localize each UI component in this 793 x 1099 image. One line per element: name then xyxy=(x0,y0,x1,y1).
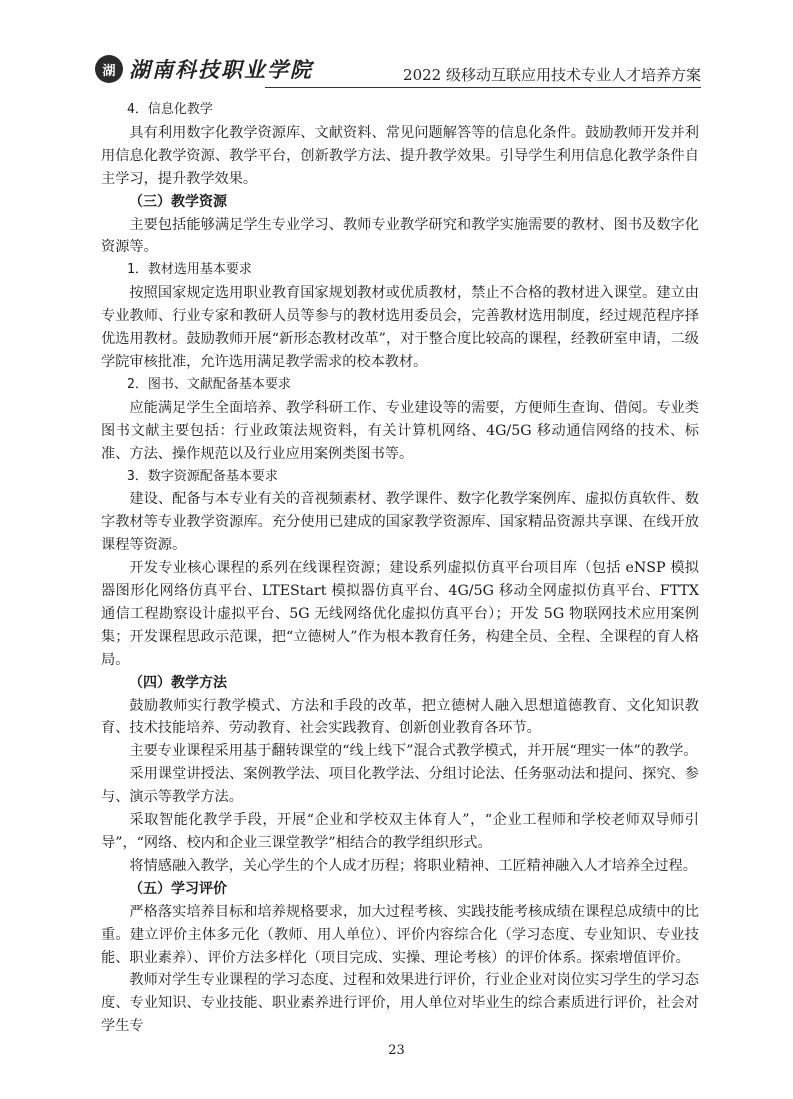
header-divider xyxy=(265,87,701,88)
body-paragraph: 将情感融入教学，关心学生的个人成才历程；将职业精神、工匠精神融入人才培养全过程。 xyxy=(129,857,697,874)
body-paragraph: 采用课堂讲授法、案例教学法、项目化教学法、分组讨论法、任务驱动法和提问、探究、参与、演示等教学方法。 xyxy=(101,766,699,806)
section-heading: （三）教学资源 xyxy=(129,193,227,210)
page-header xyxy=(95,54,701,88)
college-logo xyxy=(95,54,313,84)
subsection-heading: 4．信息化教学 xyxy=(127,102,213,117)
subsection-heading: 2．图书、文献配备基本要求 xyxy=(127,376,291,392)
page-body xyxy=(101,99,699,1038)
college-seal-icon: 湖 xyxy=(95,55,123,83)
subsection-heading: 1．教材选用基本要求 xyxy=(127,262,252,278)
body-paragraph: 教师对学生专业课程的学习态度、过程和效果进行评价，行业企业对岗位实习学生的学习态度、专业知识、专业技能、职业素养进行评价，用人单位对毕业生的综合素质进行评价，社会对学生专 xyxy=(101,972,699,1035)
page-number: 23 xyxy=(388,1043,405,1058)
body-paragraph: 严格落实培养目标和培养规格要求，加大过程考核、实践技能考核成绩在课程总成绩中的比重。建立评价主体多元化（教师、用人单位）、评价内容综合化（学习态度、专业知识、专业技能、职业素养）、评价方法多样化（项目完成、实操、理论考核）的评价体系。探索增值评价。 xyxy=(101,903,699,966)
section-heading: （四）教学方法 xyxy=(129,674,227,691)
body-paragraph: 具有利用数字化教学资源库、文献资料、常见问题解答等的信息化条件。鼓励教师开发并利用信息化教学资源、教学平台，创新教学方法、提升教学效果。引导学生利用信息化教学条件自主学习，提升教学效果。 xyxy=(101,124,699,187)
body-paragraph: 应能满足学生全面培养、教学科研工作、专业建设等的需要，方便师生查询、借阅。专业类图书文献主要包括：行业政策法规资料，有关计算机网络、4G/5G 移动通信网络的技术、标准、方法、操作规范以及行业应用案例类图书等。 xyxy=(101,399,699,462)
body-paragraph: 鼓励教师实行教学模式、方法和手段的改革，把立德树人融入思想道德教育、文化知识教育、技术技能培养、劳动教育、社会实践教育、创新创业教育各环节。 xyxy=(101,697,699,737)
body-paragraph: 开发专业核心课程的系列在线课程资源；建设系列虚拟仿真平台项目库（包括 eNSP 模拟器图形化网络仿真平台、LTEStart 模拟器仿真平台、4G/5G 移动全网虚拟仿真平台、FTTX 通信工程勘察设计虚拟平台、5G 无线网络优化虚拟仿真平台）；开发 5G 物联网技术应用案例集；开发课程思政示范课，把“立德树人”作为根本教育任务，构建全员、全程、全课程的育人格局。 xyxy=(101,560,699,668)
document-title: 2022 级移动互联应用技术专业人才培养方案 xyxy=(403,66,701,84)
college-name: 湖南科技职业学院 xyxy=(129,57,313,82)
body-paragraph: 主要包括能够满足学生专业学习、教师专业教学研究和教学实施需要的教材、图书及数字化资源等。 xyxy=(101,216,699,256)
body-paragraph: 按照国家规定选用职业教育国家规划教材或优质教材，禁止不合格的教材进入课堂。建立由专业教师、行业专家和教研人员等参与的教材选用委员会，完善教材选用制度，经过规范程序择优选用教材。鼓励教师开展“新形态教材改革”，对于整合度比较高的课程，经教研室申请，二级学院审核批准，允许选用满足教学需求的校本教材。 xyxy=(101,285,699,370)
section-heading: （五）学习评价 xyxy=(129,880,227,897)
body-paragraph: 采取智能化教学手段，开展“企业和学校双主体育人”，“企业工程师和学校老师双导师引导”，“网络、校内和企业三课堂教学”相结合的教学组织形式。 xyxy=(101,812,699,851)
body-paragraph: 主要专业课程采用基于翻转课堂的“线上线下”混合式教学模式，并开展“理实一体”的教学。 xyxy=(129,743,698,760)
body-paragraph: 建设、配备与本专业有关的音视频素材、教学课件、数字化教学案例库、虚拟仿真软件、数字教材等专业教学资源库。充分使用已建成的国家教学资源库、国家精品资源共享课、在线开放课程等资源。 xyxy=(101,491,699,554)
subsection-heading: 3．数字资源配备基本要求 xyxy=(127,468,278,484)
